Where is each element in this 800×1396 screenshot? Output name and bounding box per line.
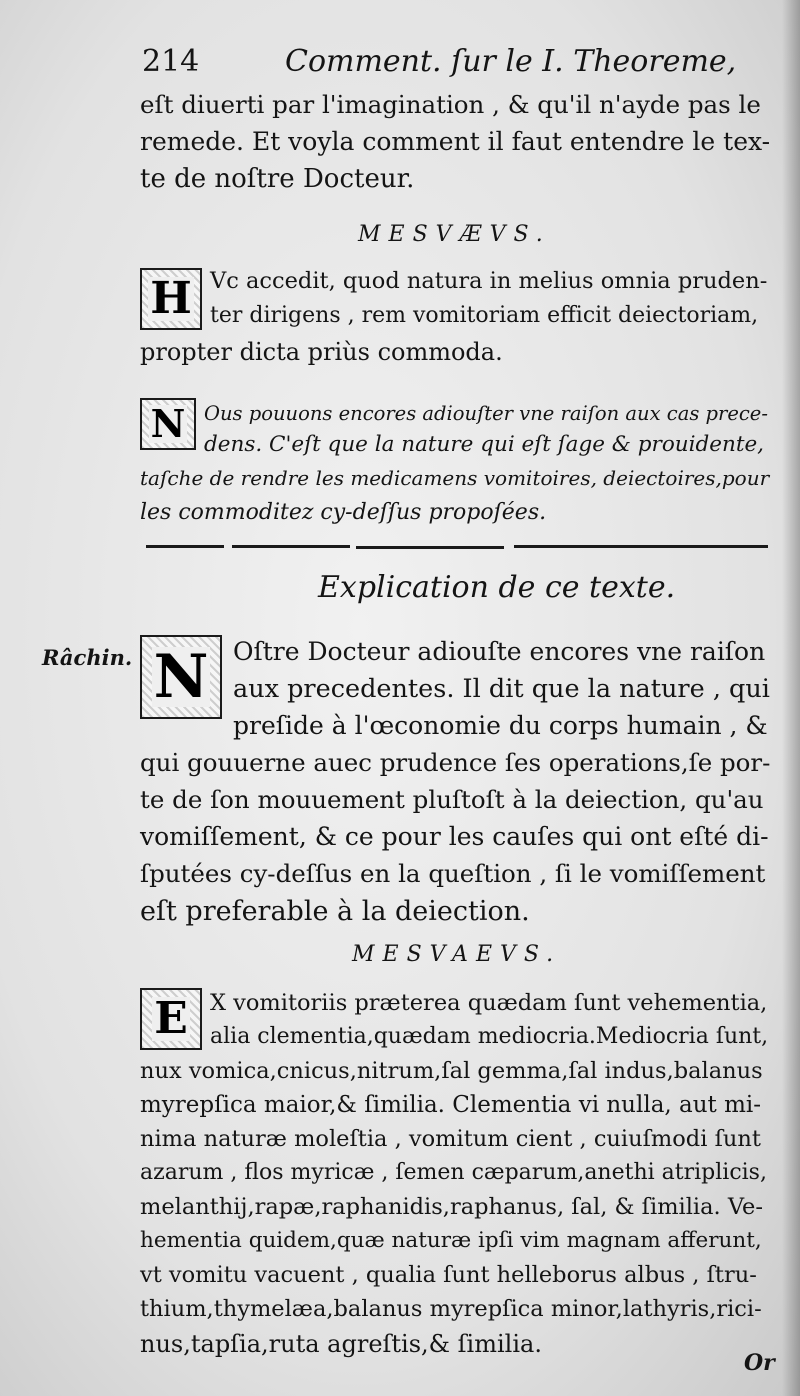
body-line: eſt diuerti par l'imagination , & qu'il n'ayde pas le [140, 90, 761, 119]
body-line: Oſtre Docteur adiouſte encores vne raiſon [233, 637, 766, 666]
latin-line: myrepſica maior,& ſimilia. Clementia vi nulla, aut mi- [140, 1092, 762, 1118]
drop-cap-ornament [140, 268, 202, 330]
catchword: Or [744, 1350, 775, 1376]
divider-rule [514, 545, 768, 548]
running-title: Comment. ſur le I. Theoreme, [285, 44, 737, 79]
latin-line: nima naturæ moleſtia , vomitum cient , cuiuſmodi ſunt [140, 1126, 761, 1152]
translation-line: taſche de rendre les medicamens vomitoires, deiectoires,pour [140, 466, 770, 490]
latin-line: alia clementia,quædam mediocria.Mediocria ſunt, [210, 1024, 769, 1049]
latin-line: ter dirigens , rem vomitoriam efficit deiectoriam, [210, 303, 759, 328]
latin-line: nux vomica,cnicus,nitrum,ſal gemma,ſal indus,balanus [140, 1058, 763, 1084]
body-line: eſt preferable à la deiection. [140, 896, 530, 927]
latin-line: propter dicta priùs commoda. [140, 338, 503, 366]
latin-line: hementia quidem,quæ naturæ ipſi vim magnam afferunt, [140, 1228, 762, 1253]
drop-cap-ornament [140, 635, 222, 719]
drop-cap-letter: H [150, 273, 192, 324]
body-line: aux precedentes. Il dit que la nature , qui [233, 674, 770, 704]
body-line: ſputées cy-deſſus en la queſtion , ſi le vomiſſement [140, 859, 766, 888]
translation-line: les commoditez cy-deſſus propoſées. [140, 500, 547, 525]
drop-cap-ornament [140, 398, 196, 450]
latin-line: nus,tapſia,ruta agreſtis,& ſimilia. [140, 1330, 542, 1358]
latin-line: thium,thymelæa,balanus myrepſica minor,lathyris,rici- [140, 1296, 762, 1322]
explication-heading: Explication de ce texte. [318, 570, 676, 605]
latin-line: Vc accedit, quod natura in melius omnia pruden- [210, 268, 768, 294]
translation-line: Ous pouuons encores adiouſter vne raiſon aux cas prece- [204, 402, 768, 425]
page-edge-shadow [782, 0, 800, 1396]
drop-cap-ornament [140, 988, 202, 1050]
body-line: te de noſtre Docteur. [140, 164, 415, 194]
body-line: preſide à l'œconomie du corps humain , & [233, 711, 768, 740]
divider-rule [146, 545, 224, 548]
latin-line: vt vomitu vacuent , qualia ſunt helleborus albus , ſtru- [140, 1262, 757, 1288]
latin-line: azarum , flos myricæ , ſemen cæparum,anethi atriplicis, [140, 1160, 767, 1185]
latin-line: X vomitoriis præterea quædam ſunt vehementia, [210, 990, 768, 1016]
body-line: vomiſſement, & ce pour les cauſes qui ont eſté di- [140, 822, 769, 851]
divider-rule [356, 546, 504, 549]
drop-cap-letter: E [154, 993, 188, 1044]
divider-rule [232, 545, 350, 548]
drop-cap-letter: N [153, 642, 209, 712]
section-heading: MESVÆVS. [358, 222, 551, 247]
body-line: remede. Et voyla comment il faut entendre le tex- [140, 127, 771, 156]
section-heading: MESVAEVS. [352, 942, 562, 967]
latin-line: melanthij,rapæ,raphanidis,raphanus, ſal, & ſimilia. Ve- [140, 1194, 763, 1220]
body-line: te de ſon mouuement pluſtoſt à la deiection, qu'au [140, 785, 764, 814]
drop-cap-letter: N [150, 401, 186, 446]
translation-line: dens. C'eſt que la nature qui eſt ſage & prouidente, [204, 432, 765, 457]
body-line: qui gouuerne auec prudence ſes operations,ſe por- [140, 748, 771, 777]
page-number: 214 [142, 44, 200, 79]
margin-note: Râchin. [42, 645, 133, 670]
